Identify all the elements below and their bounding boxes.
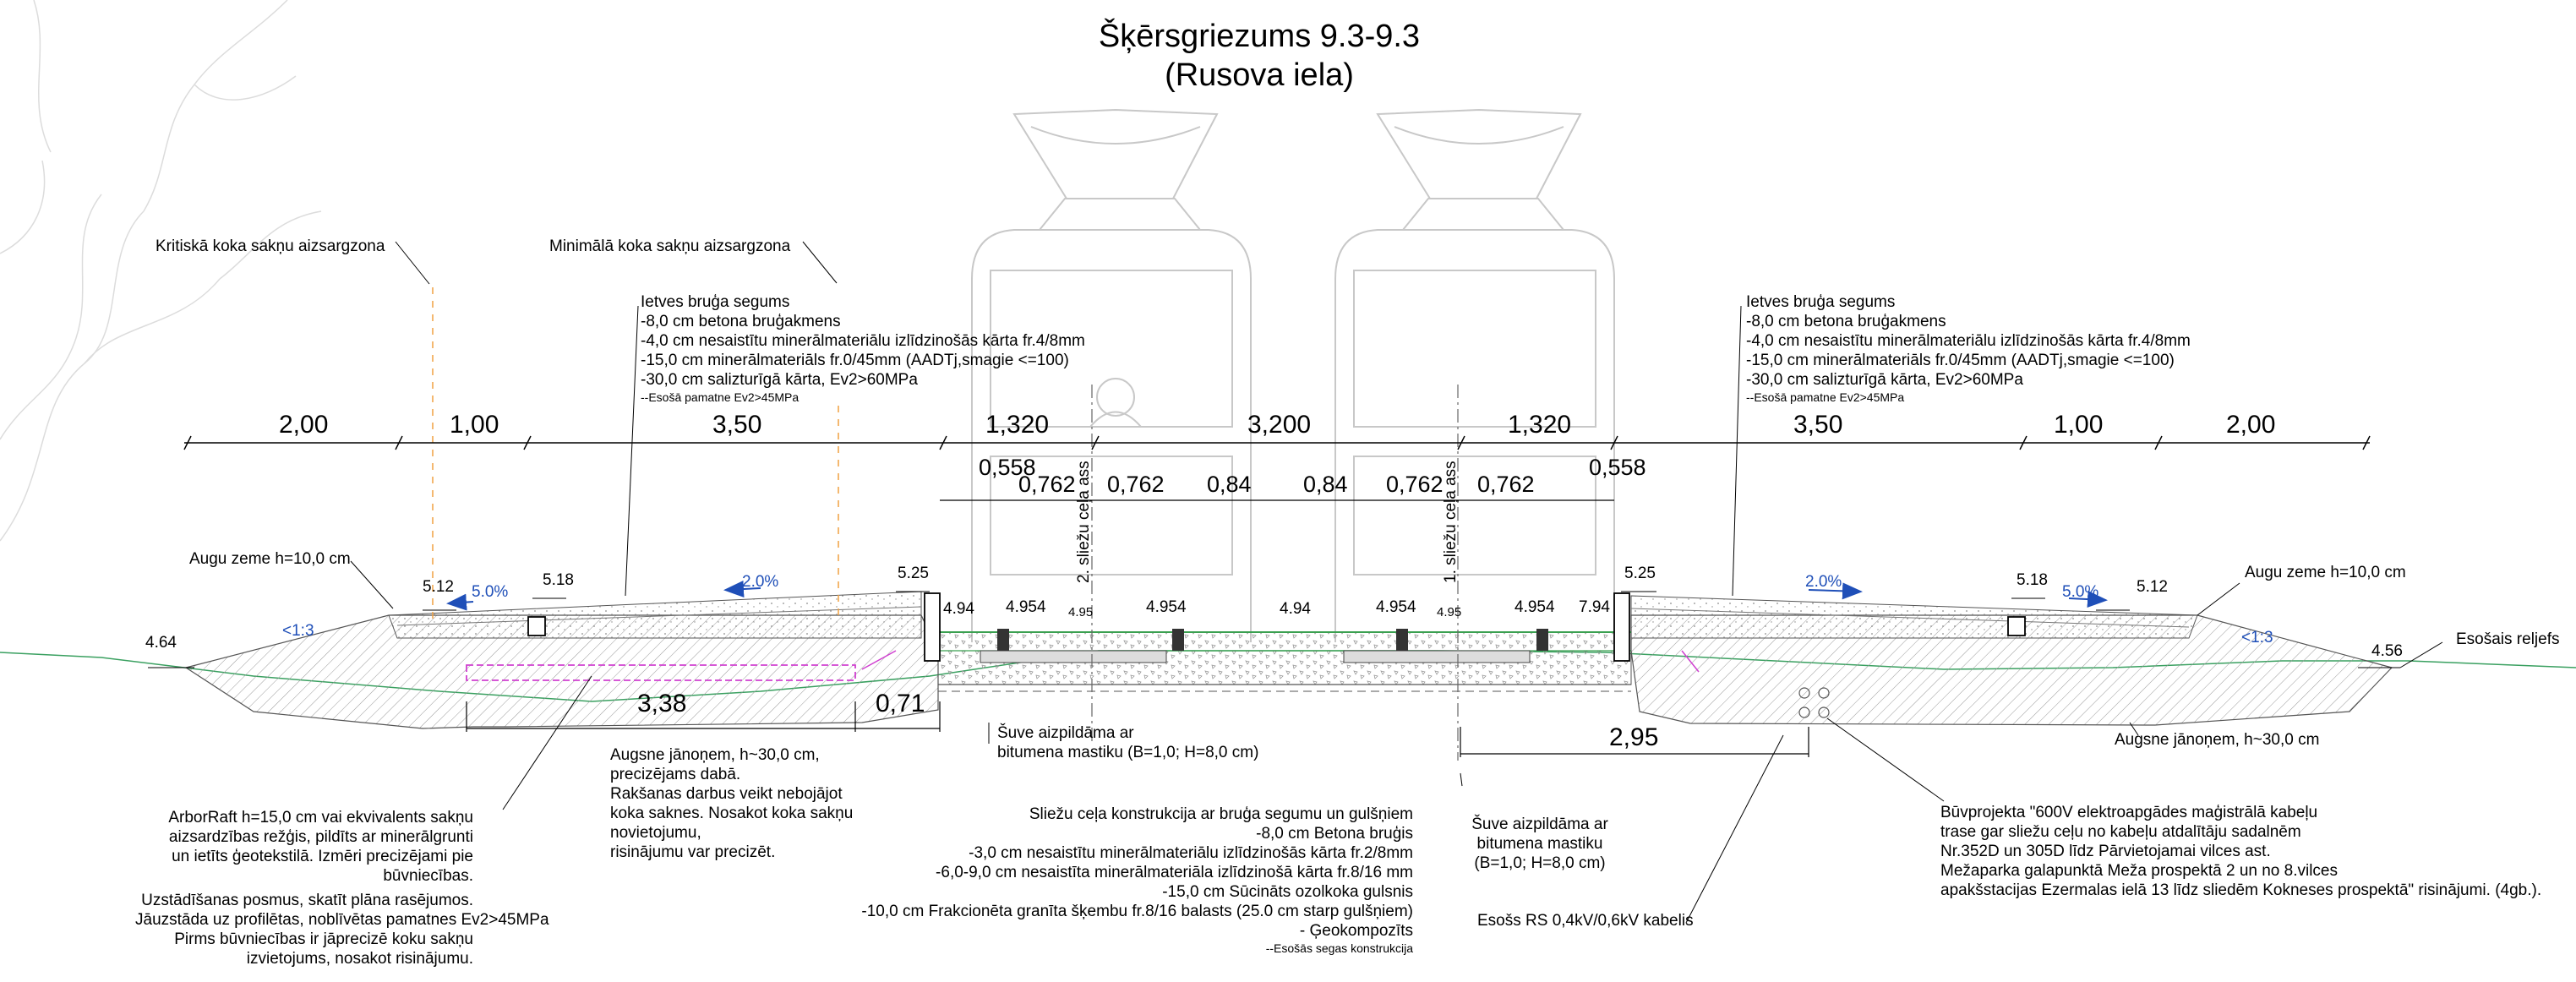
level-label: 5.25 (1624, 565, 1656, 582)
title-line-2: (Rusova iela) (1165, 57, 1354, 93)
arborraft-line: Uzstādīšanas posmus, skatīt plāna rasējumos. (141, 892, 473, 909)
level-label: 4.94 (1280, 600, 1311, 618)
paving-right-line: -30,0 cm salizturīgā kārta, Ev2>60MPa (1746, 371, 2023, 389)
level-label: 4.94 (943, 600, 974, 618)
arborraft-line: un ietīts ģeotekstilā. Izmēri precizējami pie (172, 848, 473, 865)
track-axis-2-label: 2. sliežu ceļa ass (1075, 461, 1093, 583)
cable-project-line: Nr.352D un 305D līdz Pārvietojamai vilces ast. (1940, 843, 2271, 860)
joint-right-line: (B=1,0; H=8,0 cm) (1474, 854, 1606, 872)
arborraft-line: aizsardzības režģis, pildīts ar minerālgrunti (168, 828, 473, 846)
track-line: -15,0 cm Sūcināts ozolkoka gulsnis (1162, 883, 1413, 901)
arborraft-note (135, 808, 549, 968)
bottom-dim: 3,38 (637, 690, 687, 717)
track-line: -3,0 cm nesaistītu minerālmateriālu izlīdzinošās kārta fr.2/8mm (969, 844, 1413, 862)
level-label: 5.25 (898, 565, 929, 582)
bottom-dim: 2,95 (1609, 723, 1659, 751)
paving-right-line: -8,0 cm betona bruģakmens (1746, 313, 1946, 330)
level-label: 4.954 (1376, 598, 1416, 616)
paving-left-line: -30,0 cm salizturīgā kārta, Ev2>60MPa (641, 371, 918, 389)
joint-right-line: bitumena mastiku (1476, 835, 1603, 853)
paving-left-spec (641, 292, 1085, 406)
paving-right-line: -4,0 cm nesaistītu minerālmateriālu izlīdzinošās kārta fr.4/8mm (1746, 332, 2191, 350)
slope-label: 5.0% (2062, 583, 2099, 601)
level-label: 5.12 (423, 578, 454, 596)
cable-project-line: Mežaparka galapunktā Meža prospektā 2 un no 8.vilces (1940, 862, 2338, 880)
joint-right-line: Šuve aizpildāma ar (1471, 816, 1608, 833)
paving-left-line: -8,0 cm betona bruģakmens (641, 313, 841, 330)
paving-right-line: -15,0 cm minerālmateriāls fr.0/45mm (AADTj,smagie <=100) (1746, 352, 2175, 369)
level-label: 4.95 (1068, 605, 1094, 619)
track-line: - Ģeokompozīts (1299, 922, 1413, 940)
tree-background (0, 0, 321, 541)
slope-label: 5.0% (472, 583, 509, 601)
critical-root-zone-label: Kritiskā koka sakņu aizsargzona (156, 237, 385, 255)
level-label: 4.95 (1437, 605, 1462, 619)
joint-right-note (1447, 815, 1633, 873)
existing-relief-label: Esošais reljefs (2456, 630, 2560, 648)
left-sidewalk-layers (389, 592, 921, 638)
level-label: 4.954 (1146, 598, 1187, 616)
rail-dim: 0,558 (1589, 455, 1646, 480)
paving-right-spec (1746, 292, 2191, 406)
rail-dim: 0,762 (1386, 472, 1444, 497)
topsoil-left-line: precizējams dabā. (610, 766, 741, 783)
title-line-1: Šķērsgriezums 9.3-9.3 (1098, 19, 1421, 54)
paving-right-line: Ietves bruģa segums (1746, 293, 1896, 311)
rs-cable-label: Esošs RS 0,4kV/0,6kV kabelis (1477, 912, 1694, 930)
joint-left-line: bitumena mastiku (B=1,0; H=8,0 cm) (997, 744, 1259, 761)
arborraft-line: Pirms būvniecības ir jāprecizē koku sakņu (174, 930, 473, 948)
track-line: -6,0-9,0 cm nesaistīta minerālmateriāla izlīdzinošā kārta fr.8/16 mm (936, 864, 1413, 881)
track-note: --Esošās segas konstrukcija (1265, 941, 1413, 955)
bottom-dim: 0,71 (876, 690, 925, 717)
track-line: -10,0 cm Frakcionēta granīta šķembu fr.8/16 balasts (25.0 cm starp gulšņiem) (861, 903, 1413, 920)
level-label: 4.56 (2371, 642, 2403, 660)
track-line: -8,0 cm Betona bruģis (1256, 825, 1413, 843)
right-sidewalk-layers (1631, 596, 2197, 638)
minimal-root-zone-label: Minimālā koka sakņu aizsargzona (549, 237, 791, 255)
tram-outline-right (1335, 110, 1614, 642)
paving-left-line: -15,0 cm minerālmateriāls fr.0/45mm (AADTj,smagie <=100) (641, 352, 1069, 369)
topsoil-left-line: novietojumu, (610, 824, 701, 842)
topsoil-left-line: Augsne jānoņem, h~30,0 cm, (610, 746, 820, 764)
slope-label: 2.0% (742, 573, 779, 591)
paving-right-note: --Esošā pamatne Ev2>45MPa (1746, 390, 1905, 404)
top-dim: 1,320 (1508, 411, 1572, 439)
paving-left-line: -4,0 cm nesaistītu minerālmateriālu izlīdzinošās kārta fr.4/8mm (641, 332, 1085, 350)
level-label: 5.18 (543, 571, 574, 589)
arborraft-line: ArborRaft h=15,0 cm vai ekvivalents sakņu (168, 809, 473, 827)
rail-dim: 0,762 (1018, 472, 1076, 497)
level-label: 4.64 (145, 634, 177, 652)
slope-label: <1:3 (282, 622, 314, 640)
rail-dim: 0,558 (979, 455, 1036, 480)
topsoil-left-line: Rakšanas darbus veikt nebojājot (610, 785, 843, 803)
level-label: 7.94 (1579, 598, 1610, 616)
top-dim: 1,00 (450, 411, 499, 439)
cable-project-line: trase gar sliežu ceļu no kabeļu atdalītāju sadalnēm (1940, 823, 2301, 841)
rail-dim: 0,762 (1107, 472, 1165, 497)
topsoil-left-note (610, 745, 853, 862)
topsoil-left-line: risinājumu var precizēt. (610, 843, 776, 861)
paving-left-line: Ietves bruģa segums (641, 293, 790, 311)
joint-left-note (997, 723, 1258, 762)
arborraft-line: būvniecības. (383, 867, 473, 885)
arborraft-line: izvietojums, nosakot risinājumu. (246, 950, 473, 968)
paving-left-note: --Esošā pamatne Ev2>45MPa (641, 390, 800, 404)
track-axis-1-label: 1. sliežu ceļa ass (1442, 461, 1460, 583)
level-label: 4.954 (1006, 598, 1046, 616)
rail-dim: 0,84 (1303, 472, 1348, 497)
top-dim: 3,50 (712, 411, 762, 439)
level-label: 5.12 (2137, 578, 2168, 596)
rail-dim: 0,762 (1477, 472, 1535, 497)
level-label: 4.954 (1514, 598, 1555, 616)
top-dim: 3,200 (1247, 411, 1312, 439)
top-dim: 1,00 (2054, 411, 2104, 439)
cable-project-note (1940, 803, 2541, 900)
top-dim: 2,00 (2226, 411, 2276, 439)
topsoil-left-line: koka saknes. Nosakot koka sakņu (610, 805, 854, 822)
top-dim: 3,50 (1793, 411, 1843, 439)
soil-right-label: Augu zeme h=10,0 cm (2245, 564, 2406, 581)
cable-project-line: Būvprojekta "600V elektroapgādes maģistrālā kabeļu (1940, 804, 2318, 821)
cable-project-line: apakšstacijas Ezermalas ielā 13 līdz sliedēm Kokneses prospektā" risinājumi. (4gb.). (1940, 881, 2542, 899)
track-line: Sliežu ceļa konstrukcija ar bruģa segumu un gulšņiem (1029, 805, 1413, 823)
topsoil-right-label: Augsne jānoņem, h~30,0 cm (2115, 731, 2320, 749)
soil-left-label: Augu zeme h=10,0 cm (189, 550, 351, 568)
top-dim: 2,00 (279, 411, 329, 439)
arborraft-line: Jāuzstāda uz profilētas, noblīvētas pamatnes Ev2>45MPa (135, 911, 549, 929)
slope-label: 2.0% (1805, 573, 1842, 591)
page-title (1048, 17, 1471, 95)
joint-left-line: Šuve aizpildāma ar (997, 724, 1134, 742)
top-dim: 1,320 (985, 411, 1050, 439)
level-label: 5.18 (2017, 571, 2048, 589)
track-construction-note (828, 805, 1413, 957)
slope-label: <1:3 (2241, 629, 2273, 646)
rail-dim: 0,84 (1207, 472, 1252, 497)
